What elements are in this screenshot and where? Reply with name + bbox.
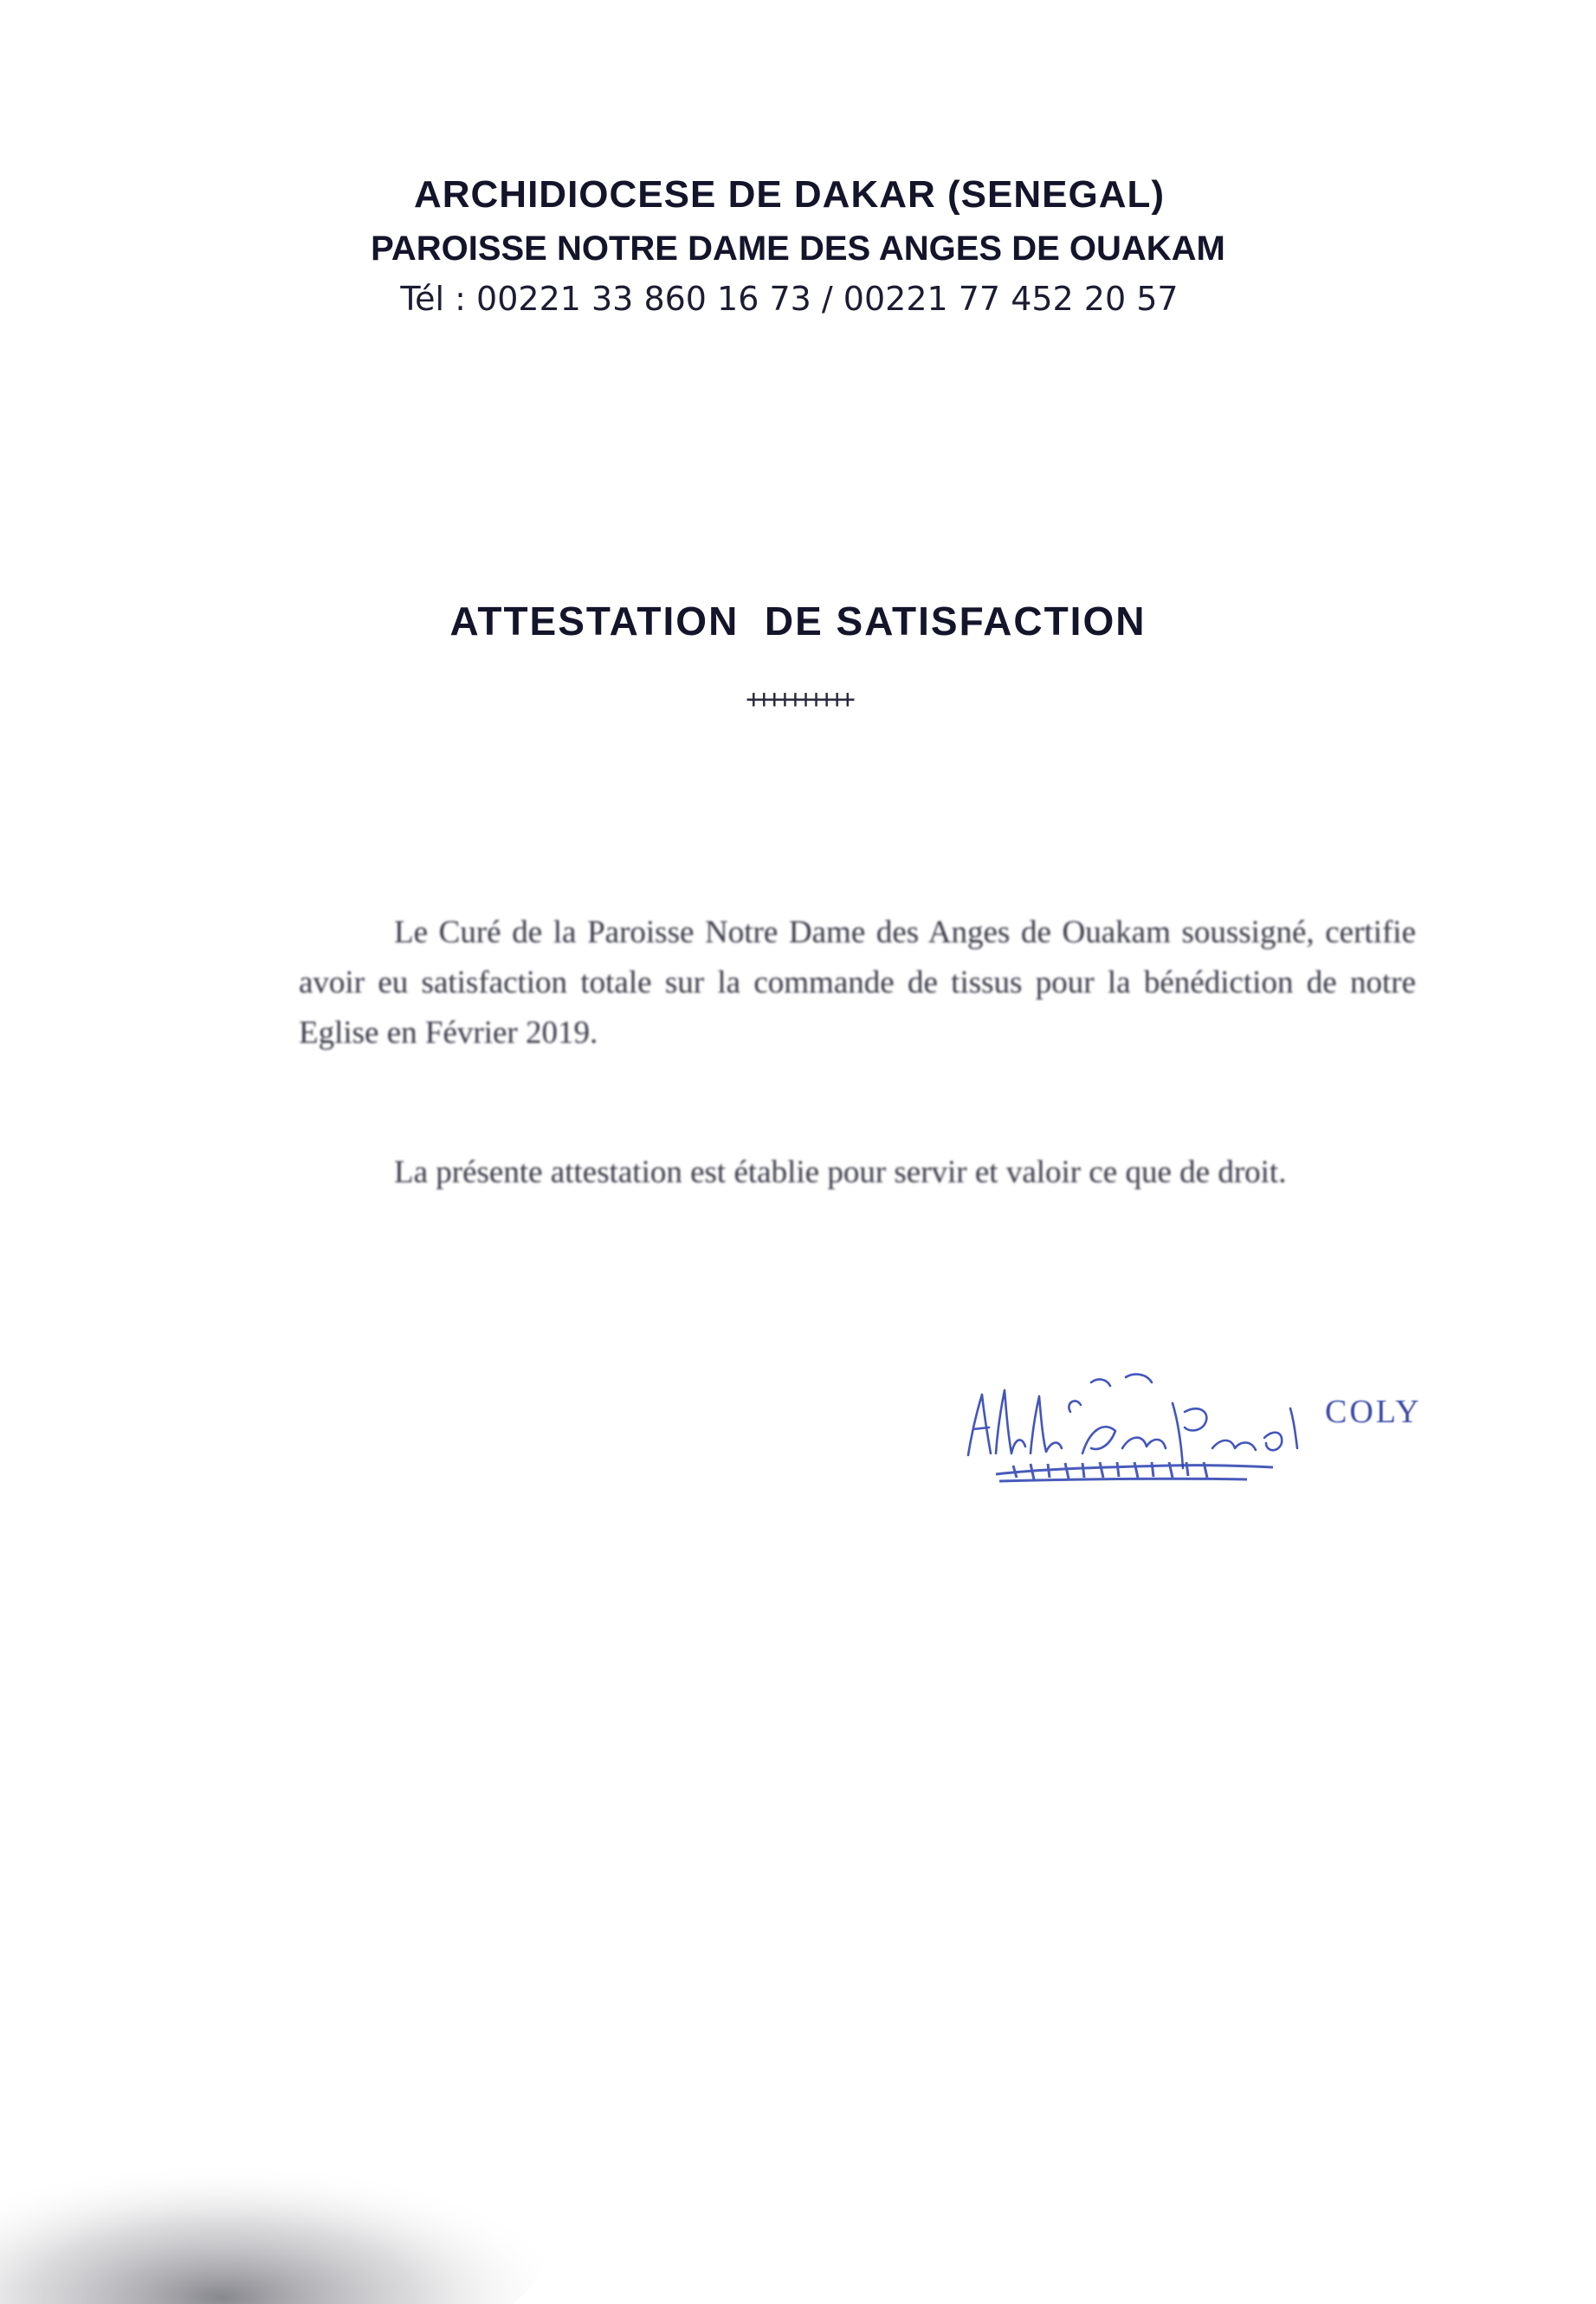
- scan-shadow: [0, 2079, 572, 2304]
- body-paragraph-2: La présente attestation est établie pour servir et valoir ce que de droit.: [394, 1155, 1287, 1190]
- archdiocese-name: ARCHIDIOCESE DE DAKAR (SENEGAL): [413, 173, 1166, 216]
- body-paragraph-1: Le Curé de la Paroisse Notre Dame des Anges de Ouakam soussigné, certifie avoir eu satisfaction totale sur la commande de tissus pour la bénédiction de notre Eglise en Février 2019.: [299, 915, 1416, 1051]
- signatory-name: COLY: [1325, 1394, 1422, 1430]
- handwritten-signature: [961, 1351, 1334, 1507]
- document-title: ATTESTATION DE SATISFACTION: [449, 599, 1147, 644]
- signature-block: [961, 1351, 1446, 1507]
- parish-name: PAROISSE NOTRE DAME DES ANGES DE OUAKAM: [371, 230, 1225, 268]
- title-separator: ++++++++++: [746, 684, 850, 715]
- phone-numbers: Tél : 00221 33 860 16 73 / 00221 77 452 20 57: [400, 280, 1179, 318]
- letterhead: [0, 169, 1596, 323]
